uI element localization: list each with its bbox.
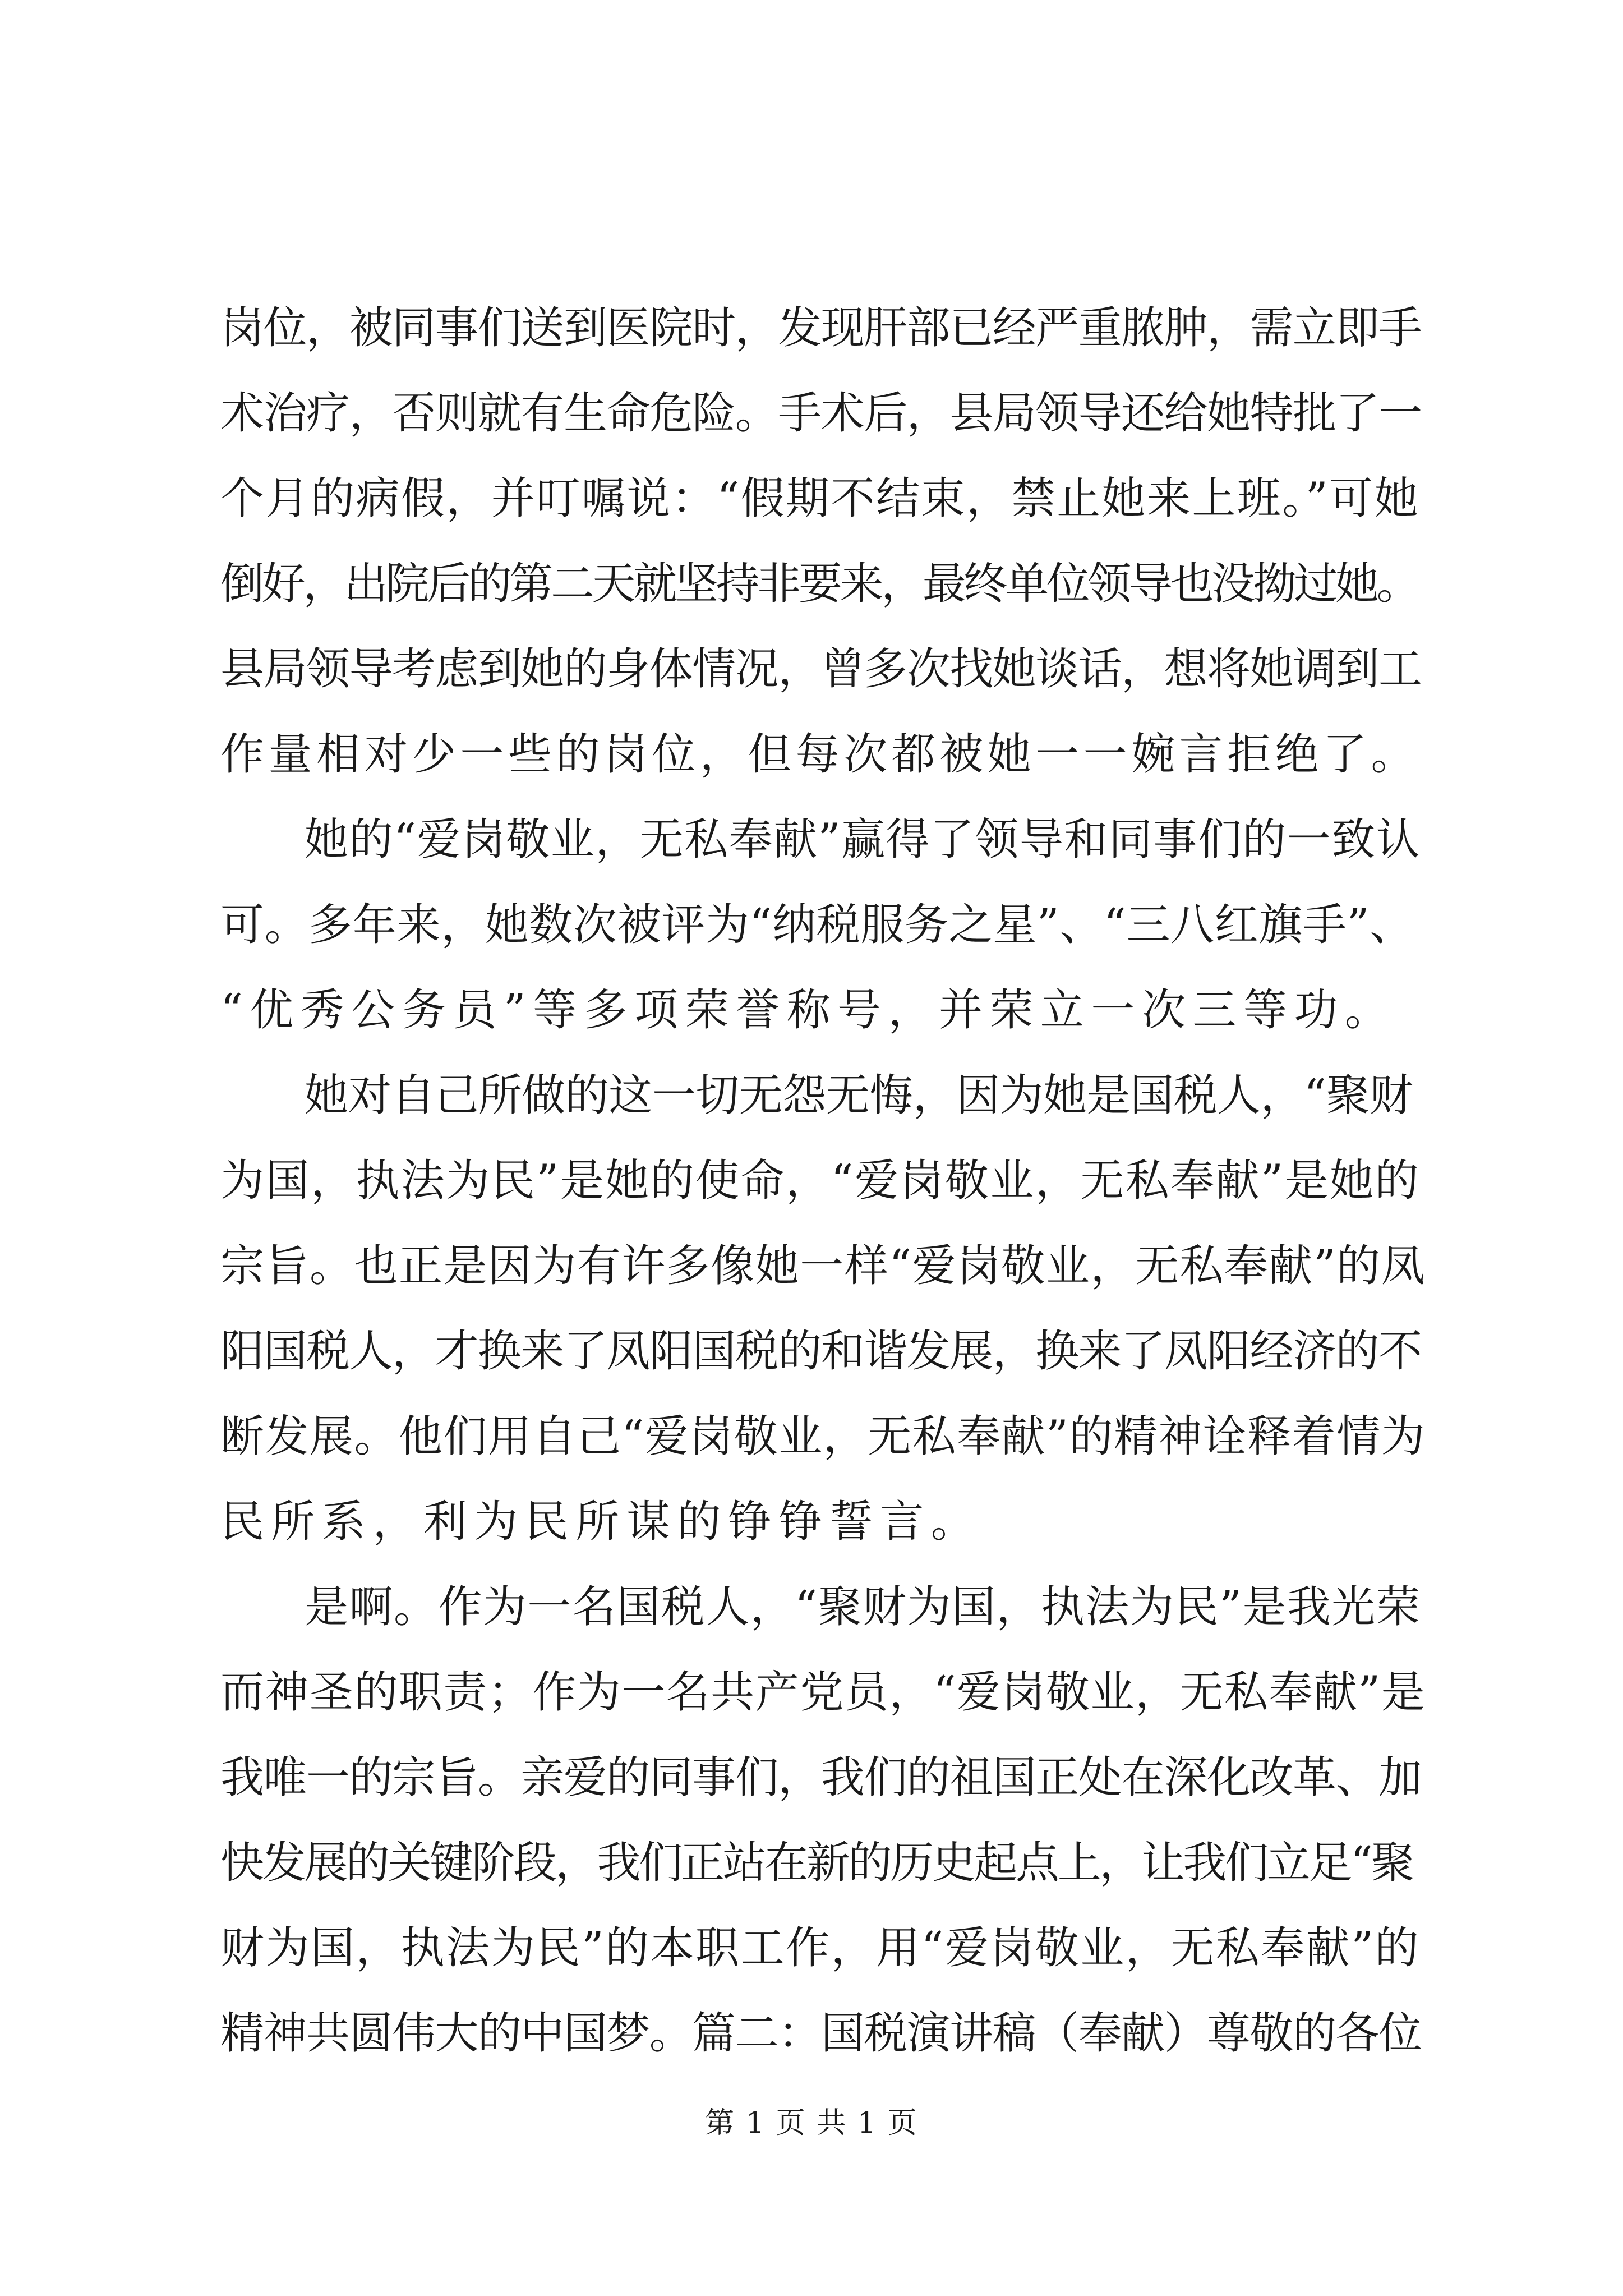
paragraph-3-line-2: 为国，执法为民”是她的使命，“爱岗敬业，无私奉献”是她的 xyxy=(220,1156,1421,1206)
paragraph-1-line-2: 术治疗，否则就有生命危险。手术后，县局领导还给她特批了一 xyxy=(220,388,1422,439)
paragraph-2-line-2: 可。多年来，她数次被评为“纳税服务之星”、“三八红旗手”、 xyxy=(220,900,1414,950)
paragraph-1-line-5: 县局领导考虑到她的身体情况，曾多次找她谈话，想将她调到工 xyxy=(220,644,1422,694)
paragraph-3-line-5: 断发展。他们用自己“爱岗敬业，无私奉献”的精神诠释着情为 xyxy=(220,1411,1426,1462)
paragraph-1-line-6: 作量相对少一些的岗位，但每次都被她一一婉言拒绝了。 xyxy=(220,729,1419,780)
paragraph-2-line-3: “优秀公务员”等多项荣誉称号，并荣立一次三等功。 xyxy=(220,985,1396,1036)
paragraph-3-line-6: 民所系，利为民所谋的铮铮誓言。 xyxy=(220,1497,982,1547)
paragraph-4-line-2: 而神圣的职责；作为一名共产党员，“爱岗敬业，无私奉献”是 xyxy=(220,1667,1426,1718)
paragraph-4-line-3: 我唯一的宗旨。亲爱的同事们，我们的祖国正处在深化改革、加 xyxy=(220,1752,1422,1803)
page-number-footer: 第 1 页 共 1 页 xyxy=(705,2106,918,2140)
paragraph-1-line-3: 个月的病假，并叮嘱说：“假期不结束，禁止她来上班。”可她 xyxy=(220,473,1420,524)
paragraph-1-line-1: 岗位，被同事们送到医院时，发现肝部已经严重脓肿，需立即手 xyxy=(220,303,1422,353)
paragraph-4-line-1: 是啊。作为一名国税人，“聚财为国，执法为民”是我光荣 xyxy=(305,1582,1421,1632)
paragraph-4-line-4: 快发展的关键阶段，我们正站在新的历史起点上，让我们立足“聚 xyxy=(220,1838,1413,1888)
paragraph-3-line-1: 她对自己所做的这一切无怨无悔，因为她是国税人，“聚财 xyxy=(305,1070,1413,1121)
paragraph-3-line-3: 宗旨。也正是因为有许多像她一样“爱岗敬业，无私奉献”的凤 xyxy=(220,1241,1426,1291)
paragraph-4-line-6: 精神共圆伟大的中国梦。篇二：国税演讲稿（奉献）尊敬的各位 xyxy=(220,2008,1422,2059)
paragraph-4-line-5: 财为国，执法为民”的本职工作，用“爱岗敬业，无私奉献”的 xyxy=(220,1923,1421,1973)
paragraph-3-line-4: 阳国税人，才换来了凤阳国税的和谐发展，换来了凤阳经济的不 xyxy=(220,1326,1422,1377)
paragraph-2-line-1: 她的“爱岗敬业，无私奉献”赢得了领导和同事们的一致认 xyxy=(305,815,1421,865)
paragraph-1-line-4: 倒好，出院后的第二天就坚持非要来，最终单位领导也没拗过她。 xyxy=(220,559,1418,609)
